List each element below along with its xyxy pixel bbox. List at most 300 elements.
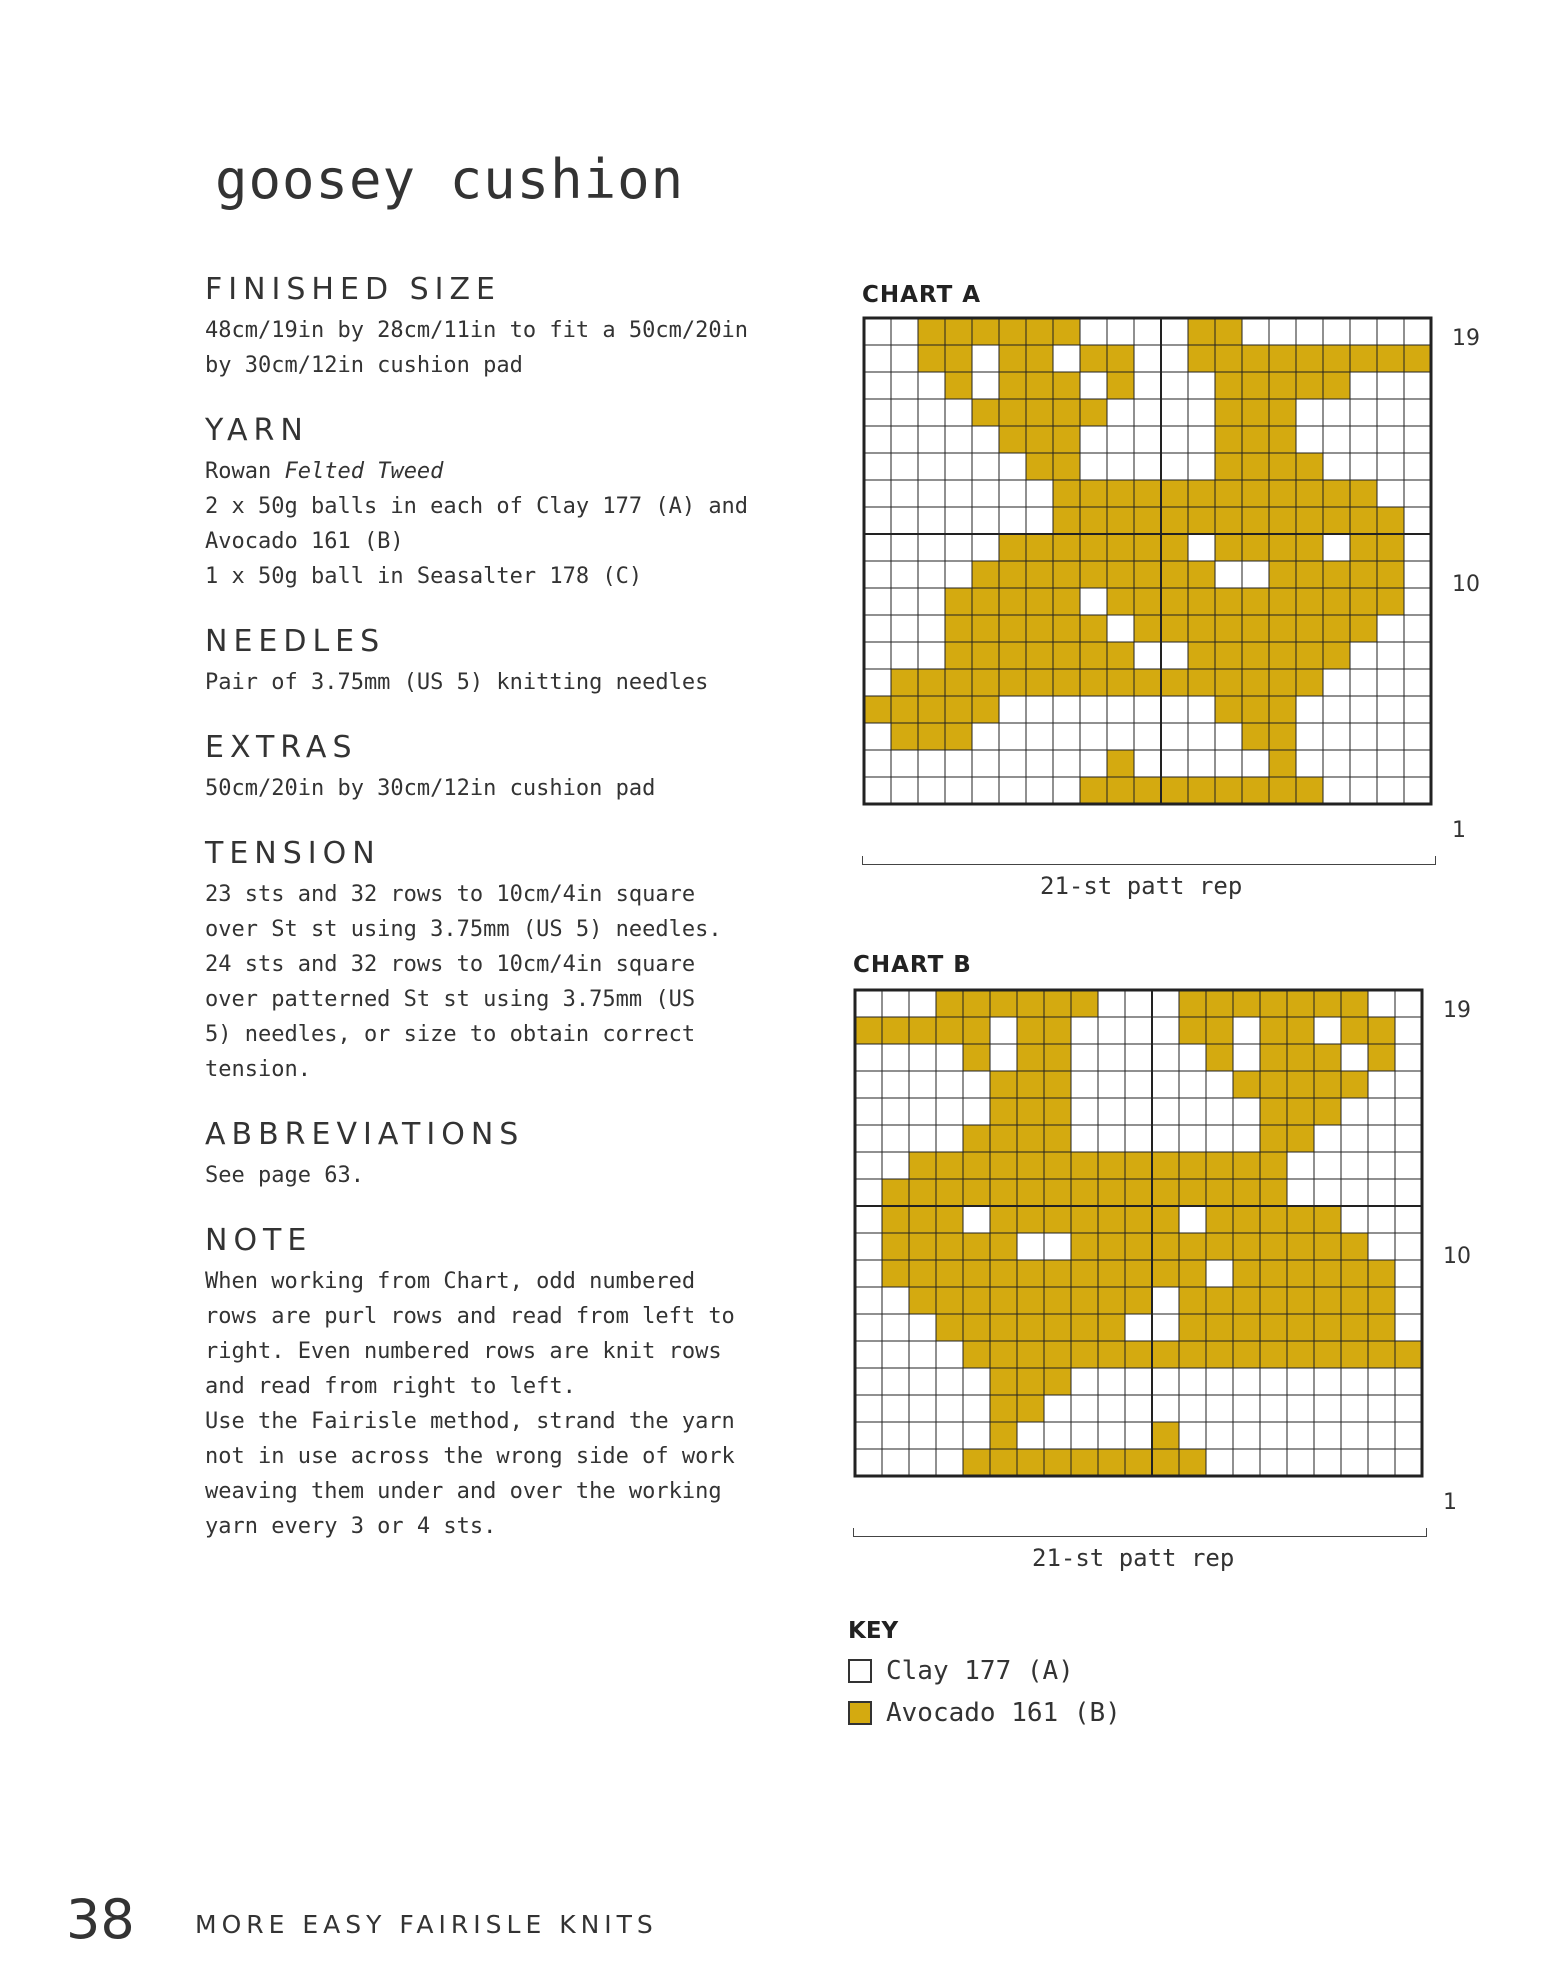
chart-cell: [918, 372, 945, 399]
chart-cell: [1125, 1179, 1152, 1206]
chart-cell: [1377, 777, 1404, 804]
chart-cell: [936, 1017, 963, 1044]
chart-cell: [1296, 561, 1323, 588]
chart-cell: [1377, 723, 1404, 750]
chart-cell: [1368, 1314, 1395, 1341]
chart-cell: [1026, 453, 1053, 480]
chart-cell: [918, 426, 945, 453]
chart-cell: [1026, 750, 1053, 777]
chart-cell: [1314, 990, 1341, 1017]
chart-cell: [1134, 777, 1161, 804]
chart-cell: [1152, 1341, 1179, 1368]
chart-cell: [1395, 1071, 1422, 1098]
chart-cell: [1125, 1044, 1152, 1071]
chart-cell: [1215, 723, 1242, 750]
chart-cell: [1206, 1071, 1233, 1098]
key-title: KEY: [848, 1618, 899, 1644]
chart-cell: [1044, 1206, 1071, 1233]
chart-cell: [855, 1071, 882, 1098]
chart-cell: [1134, 723, 1161, 750]
chart-cell: [1368, 1341, 1395, 1368]
chart-cell: [864, 669, 891, 696]
section-needles: [205, 624, 815, 700]
chart-cell: [1179, 1368, 1206, 1395]
chart-cell: [1287, 1395, 1314, 1422]
chart-cell: [1206, 1206, 1233, 1233]
section-line: 5) needles, or size to obtain correct: [205, 1022, 696, 1047]
chart-cell: [1125, 1341, 1152, 1368]
chart-cell: [1341, 1206, 1368, 1233]
chart-cell: [1125, 1017, 1152, 1044]
chart-cell: [999, 696, 1026, 723]
chart-cell: [936, 1422, 963, 1449]
chart-cell: [1368, 1206, 1395, 1233]
chart-cell: [1287, 1422, 1314, 1449]
chart-cell: [1233, 1044, 1260, 1071]
chart-cell: [1233, 1287, 1260, 1314]
chart-cell: [936, 1314, 963, 1341]
chart-cell: [1269, 777, 1296, 804]
chart-cell: [1368, 1287, 1395, 1314]
chart-cell: [945, 588, 972, 615]
chart-cell: [1233, 1071, 1260, 1098]
chart-cell: [1125, 1152, 1152, 1179]
chart-cell: [1395, 1206, 1422, 1233]
chart-cell: [855, 1152, 882, 1179]
chart-cell: [918, 723, 945, 750]
chart-cell: [1206, 1314, 1233, 1341]
chart-cell: [1341, 1017, 1368, 1044]
chart-cell: [1125, 1206, 1152, 1233]
chart-cell: [1269, 399, 1296, 426]
chart-cell: [1098, 1314, 1125, 1341]
page-title: goosey cushion: [215, 148, 685, 211]
chart-cell: [936, 1287, 963, 1314]
chart-cell: [1044, 1125, 1071, 1152]
chart-cell: [1026, 561, 1053, 588]
chart-cell: [1296, 723, 1323, 750]
chart-cell: [1233, 1395, 1260, 1422]
section-line: rows are purl rows and read from left to: [205, 1304, 735, 1329]
chart-cell: [1368, 1233, 1395, 1260]
chart-cell: [864, 588, 891, 615]
chart-b-repeat-bracket: [853, 1528, 1427, 1537]
chart-cell: [1242, 399, 1269, 426]
chart-cell: [1314, 1368, 1341, 1395]
chart-cell: [1404, 453, 1431, 480]
chart-cell: [1377, 561, 1404, 588]
chart-cell: [936, 1125, 963, 1152]
chart-cell: [1260, 1287, 1287, 1314]
section-heading: NEEDLES: [205, 624, 386, 659]
section-abbreviations: [205, 1117, 815, 1193]
chart-cell: [1026, 588, 1053, 615]
chart-cell: [1233, 1314, 1260, 1341]
chart-cell: [1368, 1125, 1395, 1152]
chart-cell: [918, 777, 945, 804]
chart-cell: [1233, 1260, 1260, 1287]
chart-cell: [882, 1179, 909, 1206]
chart-cell: [1125, 1260, 1152, 1287]
chart-cell: [1071, 1287, 1098, 1314]
chart-cell: [1044, 1260, 1071, 1287]
chart-cell: [1314, 1152, 1341, 1179]
chart-cell: [855, 1422, 882, 1449]
chart-cell: [891, 507, 918, 534]
chart-cell: [1125, 1368, 1152, 1395]
chart-cell: [936, 1368, 963, 1395]
chart-cell: [1404, 345, 1431, 372]
chart-cell: [1323, 723, 1350, 750]
page-number: 38: [66, 1888, 135, 1951]
chart-cell: [1026, 696, 1053, 723]
chart-cell: [1206, 1287, 1233, 1314]
chart-cell: [963, 1098, 990, 1125]
chart-a-row-label-19: 19: [1452, 326, 1480, 351]
chart-cell: [1071, 1206, 1098, 1233]
chart-cell: [1080, 426, 1107, 453]
chart-cell: [1152, 1368, 1179, 1395]
chart-cell: [1368, 1152, 1395, 1179]
chart-cell: [855, 1449, 882, 1476]
chart-cell: [1233, 1368, 1260, 1395]
chart-cell: [1323, 777, 1350, 804]
chart-cell: [1323, 642, 1350, 669]
chart-cell: [972, 453, 999, 480]
chart-cell: [1017, 1341, 1044, 1368]
chart-cell: [1368, 1368, 1395, 1395]
chart-cell: [1071, 1017, 1098, 1044]
chart-cell: [936, 1206, 963, 1233]
chart-cell: [1161, 777, 1188, 804]
chart-cell: [1071, 1071, 1098, 1098]
chart-cell: [945, 696, 972, 723]
chart-cell: [999, 345, 1026, 372]
chart-cell: [882, 1125, 909, 1152]
chart-cell: [864, 696, 891, 723]
chart-cell: [1269, 750, 1296, 777]
section-line: 2 x 50g balls in each of Clay 177 (A) and: [205, 494, 749, 519]
chart-cell: [990, 1179, 1017, 1206]
chart-cell: [1017, 1260, 1044, 1287]
chart-cell: [1341, 1287, 1368, 1314]
chart-cell: [882, 1341, 909, 1368]
chart-cell: [1404, 696, 1431, 723]
chart-cell: [1026, 669, 1053, 696]
chart-cell: [1152, 1314, 1179, 1341]
chart-cell: [1377, 642, 1404, 669]
chart-cell: [1350, 669, 1377, 696]
chart-cell: [972, 750, 999, 777]
chart-cell: [1377, 318, 1404, 345]
chart-cell: [1179, 1395, 1206, 1422]
chart-cell: [855, 1341, 882, 1368]
chart-cell: [1269, 372, 1296, 399]
chart-cell: [1107, 669, 1134, 696]
section-line: right. Even numbered rows are knit rows: [205, 1339, 722, 1364]
chart-cell: [1287, 1071, 1314, 1098]
chart-cell: [972, 480, 999, 507]
chart-cell: [1269, 453, 1296, 480]
chart-cell: [1071, 1098, 1098, 1125]
chart-cell: [864, 318, 891, 345]
chart-cell: [990, 1422, 1017, 1449]
chart-cell: [1350, 507, 1377, 534]
chart-cell: [891, 453, 918, 480]
chart-cell: [891, 669, 918, 696]
chart-cell: [1341, 1152, 1368, 1179]
chart-cell: [990, 1449, 1017, 1476]
chart-cell: [1098, 1368, 1125, 1395]
chart-cell: [1314, 1071, 1341, 1098]
chart-cell: [1044, 1341, 1071, 1368]
chart-cell: [945, 453, 972, 480]
section-heading: TENSION: [205, 836, 381, 871]
chart-cell: [1314, 1206, 1341, 1233]
chart-cell: [1044, 1422, 1071, 1449]
chart-cell: [945, 777, 972, 804]
chart-cell: [1242, 615, 1269, 642]
chart-cell: [1323, 426, 1350, 453]
chart-cell: [1260, 1368, 1287, 1395]
chart-cell: [1188, 777, 1215, 804]
chart-cell: [1017, 1017, 1044, 1044]
chart-cell: [1404, 426, 1431, 453]
chart-cell: [1188, 453, 1215, 480]
chart-cell: [909, 1368, 936, 1395]
chart-cell: [1323, 534, 1350, 561]
chart-cell: [963, 1260, 990, 1287]
chart-cell: [972, 318, 999, 345]
chart-cell: [1341, 1098, 1368, 1125]
chart-cell: [1206, 990, 1233, 1017]
chart-cell: [1188, 588, 1215, 615]
chart-cell: [1323, 750, 1350, 777]
chart-cell: [1053, 318, 1080, 345]
chart-cell: [1350, 615, 1377, 642]
chart-cell: [1287, 1098, 1314, 1125]
chart-cell: [1017, 1233, 1044, 1260]
chart-cell: [1260, 1314, 1287, 1341]
chart-cell: [945, 669, 972, 696]
chart-cell: [864, 723, 891, 750]
chart-cell: [1269, 642, 1296, 669]
chart-cell: [999, 588, 1026, 615]
chart-cell: [864, 750, 891, 777]
chart-cell: [1044, 1098, 1071, 1125]
chart-cell: [1242, 534, 1269, 561]
chart-cell: [1098, 1422, 1125, 1449]
chart-cell: [864, 426, 891, 453]
chart-cell: [1404, 750, 1431, 777]
chart-cell: [1188, 750, 1215, 777]
chart-cell: [1323, 696, 1350, 723]
chart-cell: [1134, 399, 1161, 426]
chart-cell: [1134, 318, 1161, 345]
chart-cell: [1269, 318, 1296, 345]
chart-cell: [1269, 345, 1296, 372]
chart-cell: [1161, 696, 1188, 723]
chart-cell: [1296, 318, 1323, 345]
chart-cell: [1368, 1044, 1395, 1071]
chart-cell: [1188, 507, 1215, 534]
chart-cell: [909, 1071, 936, 1098]
chart-cell: [972, 696, 999, 723]
chart-a-repeat-label: 21-st patt rep: [1040, 872, 1243, 900]
chart-cell: [1152, 1098, 1179, 1125]
chart-cell: [1341, 1422, 1368, 1449]
chart-cell: [1350, 453, 1377, 480]
chart-cell: [945, 345, 972, 372]
chart-cell: [1017, 1071, 1044, 1098]
chart-cell: [1296, 480, 1323, 507]
chart-cell: [1044, 1071, 1071, 1098]
chart-cell: [945, 723, 972, 750]
chart-cell: [945, 507, 972, 534]
chart-cell: [1107, 345, 1134, 372]
chart-cell: [999, 480, 1026, 507]
chart-cell: [972, 426, 999, 453]
chart-cell: [1053, 750, 1080, 777]
chart-cell: [1134, 669, 1161, 696]
chart-cell: [1026, 615, 1053, 642]
chart-cell: [1053, 372, 1080, 399]
chart-cell: [1188, 615, 1215, 642]
chart-cell: [1188, 696, 1215, 723]
section-line: Use the Fairisle method, strand the yarn: [205, 1409, 735, 1434]
chart-cell: [864, 534, 891, 561]
chart-cell: [1215, 669, 1242, 696]
chart-cell: [1287, 1179, 1314, 1206]
chart-a-label: CHART A: [862, 282, 982, 308]
chart-cell: [1260, 1422, 1287, 1449]
chart-a-row-label-1: 1: [1452, 818, 1466, 843]
chart-cell: [1161, 588, 1188, 615]
chart-cell: [972, 642, 999, 669]
chart-cell: [1377, 615, 1404, 642]
chart-cell: [1341, 1341, 1368, 1368]
chart-cell: [1314, 1179, 1341, 1206]
chart-cell: [1134, 750, 1161, 777]
chart-cell: [1404, 561, 1431, 588]
chart-cell: [1125, 1395, 1152, 1422]
chart-cell: [963, 1071, 990, 1098]
chart-cell: [1206, 1449, 1233, 1476]
chart-cell: [1080, 399, 1107, 426]
chart-cell: [1395, 1341, 1422, 1368]
chart-cell: [855, 1098, 882, 1125]
chart-cell: [945, 750, 972, 777]
chart-cell: [1161, 345, 1188, 372]
chart-cell: [882, 990, 909, 1017]
chart-cell: [1044, 1449, 1071, 1476]
chart-cell: [1377, 696, 1404, 723]
chart-cell: [963, 1395, 990, 1422]
chart-cell: [1188, 345, 1215, 372]
chart-cell: [1233, 1098, 1260, 1125]
chart-cell: [1377, 426, 1404, 453]
chart-cell: [945, 615, 972, 642]
chart-cell: [945, 642, 972, 669]
section-line: Pair of 3.75mm (US 5) knitting needles: [205, 670, 709, 695]
chart-cell: [1296, 696, 1323, 723]
chart-cell: [1161, 372, 1188, 399]
chart-cell: [1215, 642, 1242, 669]
chart-cell: [1080, 723, 1107, 750]
section-line: 48cm/19in by 28cm/11in to fit a 50cm/20in: [205, 318, 749, 343]
chart-cell: [1179, 1287, 1206, 1314]
chart-cell: [1179, 1071, 1206, 1098]
chart-cell: [990, 1017, 1017, 1044]
chart-cell: [999, 534, 1026, 561]
chart-cell: [999, 453, 1026, 480]
chart-cell: [1350, 480, 1377, 507]
chart-cell: [972, 669, 999, 696]
chart-cell: [1188, 642, 1215, 669]
chart-cell: [1404, 723, 1431, 750]
chart-cell: [1044, 1395, 1071, 1422]
chart-cell: [990, 1341, 1017, 1368]
chart-cell: [1125, 1098, 1152, 1125]
chart-cell: [972, 372, 999, 399]
chart-cell: [1242, 750, 1269, 777]
chart-cell: [1314, 1044, 1341, 1071]
chart-cell: [918, 507, 945, 534]
chart-cell: [1017, 1125, 1044, 1152]
chart-cell: [1026, 345, 1053, 372]
chart-cell: [936, 1233, 963, 1260]
chart-cell: [1377, 750, 1404, 777]
chart-cell: [1269, 534, 1296, 561]
chart-cell: [855, 1314, 882, 1341]
chart-cell: [909, 1422, 936, 1449]
chart-cell: [1188, 669, 1215, 696]
chart-cell: [972, 399, 999, 426]
chart-cell: [945, 372, 972, 399]
chart-cell: [864, 642, 891, 669]
chart-cell: [1206, 1098, 1233, 1125]
chart-cell: [882, 1314, 909, 1341]
chart-cell: [1161, 426, 1188, 453]
section-line: over St st using 3.75mm (US 5) needles.: [205, 917, 722, 942]
chart-cell: [963, 1179, 990, 1206]
chart-cell: [1395, 1044, 1422, 1071]
chart-cell: [1350, 426, 1377, 453]
chart-cell: [1134, 561, 1161, 588]
chart-cell: [1107, 615, 1134, 642]
chart-b-repeat-label: 21-st patt rep: [1032, 1544, 1235, 1572]
section-line: over patterned St st using 3.75mm (US: [205, 987, 696, 1012]
chart-cell: [1350, 750, 1377, 777]
chart-cell: [990, 1287, 1017, 1314]
chart-cell: [918, 480, 945, 507]
chart-cell: [1377, 480, 1404, 507]
chart-cell: [1017, 1368, 1044, 1395]
chart-cell: [1188, 534, 1215, 561]
chart-cell: [1134, 615, 1161, 642]
section-heading: FINISHED SIZE: [205, 272, 501, 307]
chart-cell: [936, 1395, 963, 1422]
chart-cell: [1053, 345, 1080, 372]
chart-cell: [1134, 534, 1161, 561]
chart-cell: [909, 1341, 936, 1368]
chart-cell: [1314, 1314, 1341, 1341]
chart-cell: [1242, 345, 1269, 372]
chart-cell: [1395, 1179, 1422, 1206]
chart-cell: [1242, 561, 1269, 588]
chart-cell: [1134, 588, 1161, 615]
chart-cell: [1341, 990, 1368, 1017]
